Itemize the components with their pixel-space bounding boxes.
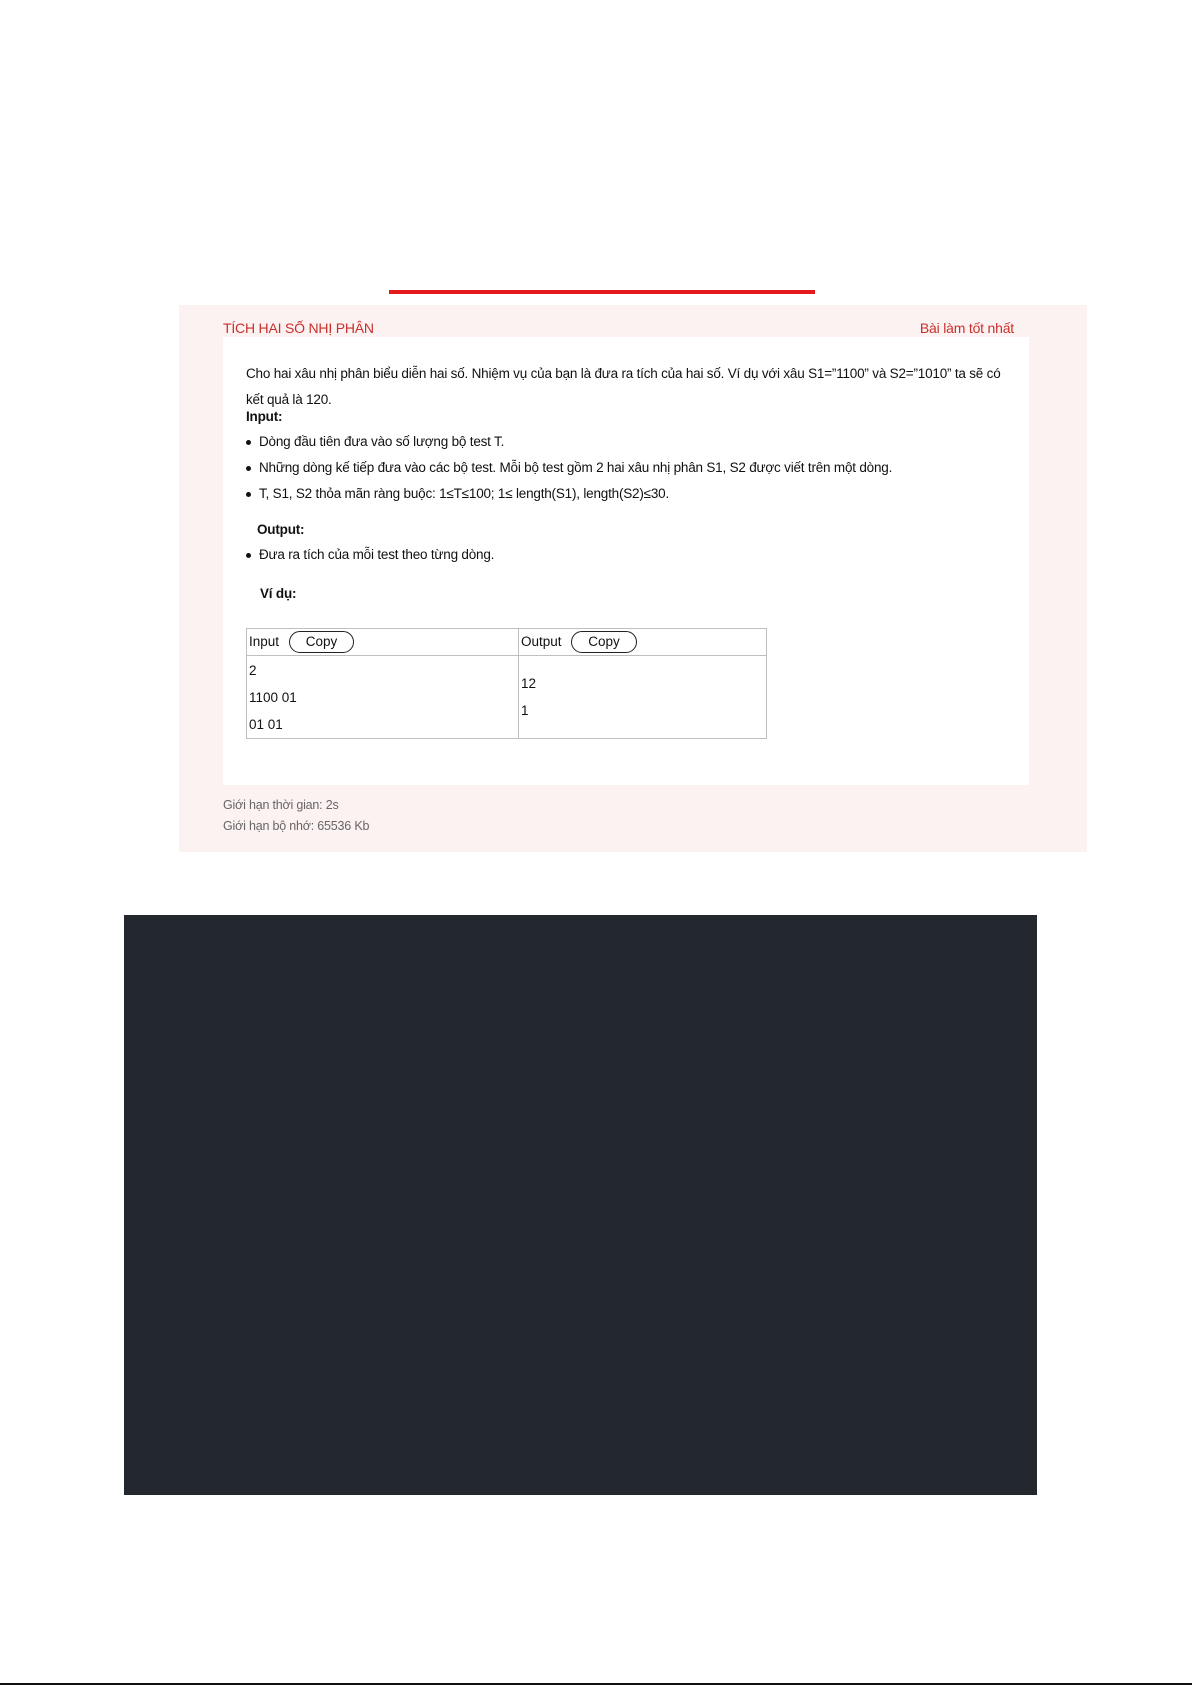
example-input-label: Input	[249, 634, 280, 649]
output-list	[223, 542, 494, 568]
time-limit: Giới hạn thời gian: 2s	[223, 798, 339, 812]
limits	[223, 795, 369, 837]
best-solution-link[interactable]: Bài làm tốt nhất	[919, 320, 1014, 336]
example-output-header	[519, 629, 767, 656]
problem-panel	[179, 305, 1087, 852]
copy-input-button[interactable]: Copy	[289, 631, 355, 653]
example-output-label: Output	[521, 634, 562, 649]
example-input-line: 1100 01	[249, 690, 297, 705]
copy-output-button[interactable]: Copy	[571, 631, 637, 653]
top-accent-line	[389, 290, 815, 294]
problem-title: TÍCH HAI SỐ NHỊ PHÂN	[223, 320, 374, 336]
example-table	[246, 628, 767, 739]
input-item: T, S1, S2 thỏa mãn ràng buộc: 1≤T≤100; 1≤ length(S1), length(S2)≤30.	[223, 481, 892, 507]
example-output-cell	[519, 656, 767, 739]
input-item: Dòng đầu tiên đưa vào số lượng bộ test T.	[223, 429, 892, 455]
output-item: Đưa ra tích của mỗi test theo từng dòng.	[223, 542, 494, 568]
example-heading: Ví dụ:	[260, 586, 297, 601]
example-input-header	[247, 629, 519, 656]
input-list	[223, 429, 892, 507]
memory-limit: Giới hạn bộ nhớ: 65536 Kb	[223, 819, 370, 833]
example-input-cell	[247, 656, 519, 739]
example-output-line: 1	[521, 703, 529, 718]
output-heading: Output:	[257, 522, 305, 537]
code-editor[interactable]	[124, 915, 1037, 1495]
input-heading: Input:	[246, 409, 283, 424]
example-input-line: 2	[249, 663, 257, 678]
example-output-line: 12	[521, 676, 537, 691]
example-input-line: 01 01	[249, 717, 283, 732]
problem-description: Cho hai xâu nhị phân biểu diễn hai số. Nhiệm vụ của bạn là đưa ra tích của hai số. Ví dụ với xâu S1=”1100” và S2=”1010” ta sẽ có kết quả là 120.	[246, 366, 1001, 407]
problem-content	[223, 337, 1029, 785]
input-item: Những dòng kế tiếp đưa vào các bộ test. Mỗi bộ test gồm 2 hai xâu nhị phân S1, S2 được viết trên một dòng.	[223, 455, 892, 481]
